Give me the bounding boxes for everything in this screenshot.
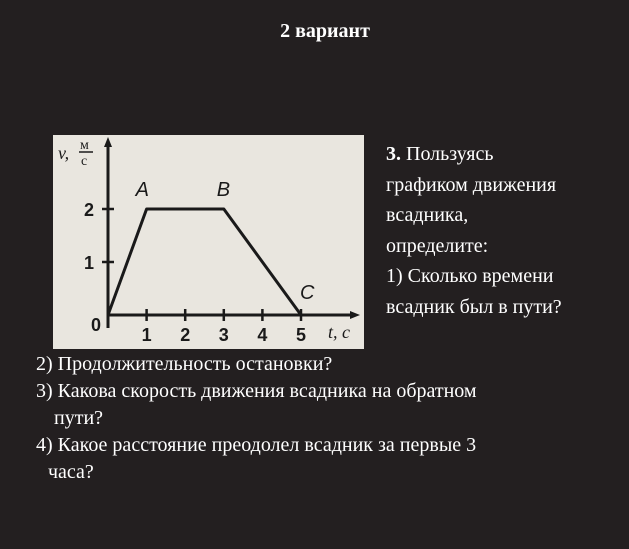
question-4: 4) Какое расстояние преодолел всадник за первые 3 xyxy=(36,434,477,456)
point-label-b: B xyxy=(216,179,231,201)
y-axis-unit-numerator: м xyxy=(80,138,89,153)
task-intro-line: всадника, xyxy=(386,204,469,226)
task-intro xyxy=(386,139,626,322)
x-axis-arrow xyxy=(350,311,360,319)
point-label-a: A xyxy=(135,179,149,201)
question-3-continued: пути? xyxy=(54,407,104,429)
velocity-graph xyxy=(53,135,364,349)
question-2: 2) Продолжительность остановки? xyxy=(36,353,333,375)
velocity-time-chart xyxy=(53,135,364,349)
question-1: 1) Сколько времени xyxy=(386,265,554,287)
y-tick-label: 2 xyxy=(84,200,95,220)
task-number: 3. xyxy=(386,143,401,165)
y-axis-arrow xyxy=(104,137,112,147)
origin-label: 0 xyxy=(91,315,102,335)
x-tick-label: 5 xyxy=(296,325,307,345)
variant-title: 2 вариант xyxy=(280,20,370,42)
y-axis-unit-denominator: с xyxy=(81,154,88,169)
x-tick-label: 3 xyxy=(218,325,229,345)
point-label-c: C xyxy=(300,282,315,304)
task-intro-text: Пользуясь xyxy=(406,143,494,165)
task-questions xyxy=(36,351,616,486)
question-3: 3) Какова скорость движения всадника на обратном xyxy=(36,380,477,402)
question-4-continued: часа? xyxy=(48,461,94,483)
velocity-series-line xyxy=(108,209,301,315)
task-intro-line: определите: xyxy=(386,234,489,257)
y-axis-label-v: v, xyxy=(58,143,70,163)
question-1-continued: всадник был в пути? xyxy=(386,295,562,318)
x-tick-label: 2 xyxy=(180,325,191,345)
x-axis-label: t, с xyxy=(328,322,350,342)
task-intro-line: графиком движения xyxy=(386,173,557,196)
axis-ticks xyxy=(84,200,306,345)
task-intro-line xyxy=(386,139,626,170)
y-tick-label: 1 xyxy=(84,253,95,273)
x-tick-label: 4 xyxy=(257,325,268,345)
x-tick-label: 1 xyxy=(141,325,152,345)
